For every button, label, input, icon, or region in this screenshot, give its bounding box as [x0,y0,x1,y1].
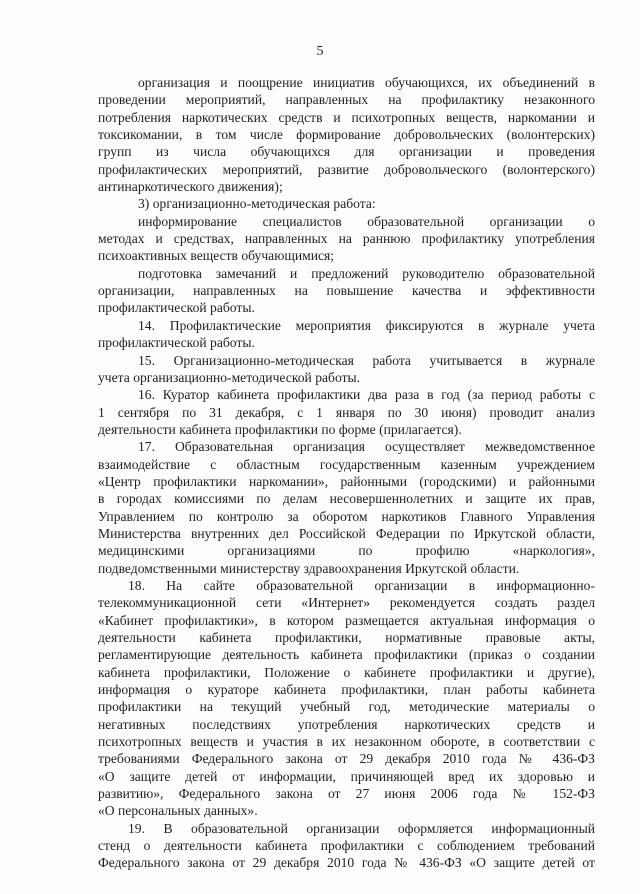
text-line: групп из числа обучающихся для организации и проведения [98,144,595,160]
text-line: 19. В образовательной организации оформляется информационный [128,820,595,836]
text-line: антинаркотического движения); [98,179,283,195]
text-line: токсикомании, в том числе формирование добровольческих (волонтерских) [98,127,595,143]
text-line: стенд о деятельности кабинета профилактики с соблюдением требований [98,838,595,854]
text-line: учета организационно-методической работы. [98,369,361,385]
text-line: 3) организационно-методическая работа: [138,196,376,212]
text-line: профилактики на текущий учебный год, методические материалы о [98,699,595,715]
text-line: взаимодействие с областным государственным казенным учреждением [98,456,595,472]
text-line: негативных последствиях употребления наркотических средств и [98,716,595,732]
text-line: 18. На сайте образовательной организации в информационно- [128,577,595,593]
text-line: кабинета профилактики, Положение о кабинете профилактики и другие), [98,664,595,680]
text-line: медицинскими организациями по профилю «наркология», [98,543,595,559]
text-line: психоактивных веществ обучающимися; [98,248,335,264]
text-line: «Центр профилактики наркомании», районными (городскими) и районными [98,473,595,489]
text-line: информация о кураторе кабинета профилактики, план работы кабинета [98,682,595,698]
text-line: профилактических мероприятий, развитие добровольческого (волонтерского) [98,161,595,177]
text-line: деятельности кабинета профилактики, нормативные правовые акты, [98,630,595,645]
text-line: «Кабинет профилактики», в котором размещается актуальная информация о [98,612,595,628]
text-line: 14. Профилактические мероприятия фиксируются в журнале учета [138,317,595,333]
text-line: профилактической работы. [98,300,255,316]
text-line: подведомственными министерству здравоохранения Иркутской области. [98,560,520,576]
text-line: деятельности кабинета профилактики по форме (прилагается). [98,421,462,437]
text-line: развитию», Федерального закона от 27 июня 2006 года № 152-ФЗ [98,786,595,802]
text-line: профилактической работы. [98,335,255,351]
text-line: Федерального закона от 29 декабря 2010 года № 436-ФЗ «О защите детей от [98,855,595,871]
text-line: в городах комиссиями по делам несовершеннолетних и защите их прав, [98,491,595,507]
text-line: Управлением по контролю за оборотом наркотиков Главного Управления [98,508,595,524]
text-line: телекоммуникационной сети «Интернет» рекомендуется создать раздел [98,595,595,611]
text-line: регламентирующие деятельность кабинета профилактики (приказ о создании [98,647,595,663]
text-line: психотропных веществ и участия в их незаконном обороте, в соответствии с [98,734,595,750]
text-line: Министерства внутренних дел Российской Федерации по Иркутской области, [98,525,595,541]
text-line: информирование специалистов образовательной организации о [138,213,595,229]
text-line: проведении мероприятий, направленных на профилактику незаконного [98,92,595,108]
text-line: требованиями Федерального закона от 29 декабря 2010 года № 436-ФЗ [98,751,595,767]
text-line: «О персональных данных». [98,803,258,819]
page-number: 5 [316,44,324,59]
text-line: организации, направленных на повышение качества и эффективности [98,283,595,299]
text-line: 1 сентября по 31 декабря, с 1 января по 30 июня) проводит анализ [98,404,595,420]
text-line: методах и средствах, направленных на раннюю профилактику употребления [98,231,595,247]
text-line: 16. Куратор кабинета профилактики два раза в год (за период работы с [138,387,595,403]
text-line: 17. Образовательная организация осуществляет межведомственное [138,439,595,455]
text-line: подготовка замечаний и предложений руководителю образовательной [138,265,595,281]
document-body [98,74,595,872]
text-line: «О защите детей от информации, причиняющей вред их здоровью и [98,768,595,784]
text-line: организация и поощрение инициатив обучающихся, их объединений в [138,75,595,90]
text-line: 15. Организационно-методическая работа учитывается в журнале [138,352,595,368]
text-line: потребления наркотических средств и психотропных веществ, наркомании и [98,109,595,125]
